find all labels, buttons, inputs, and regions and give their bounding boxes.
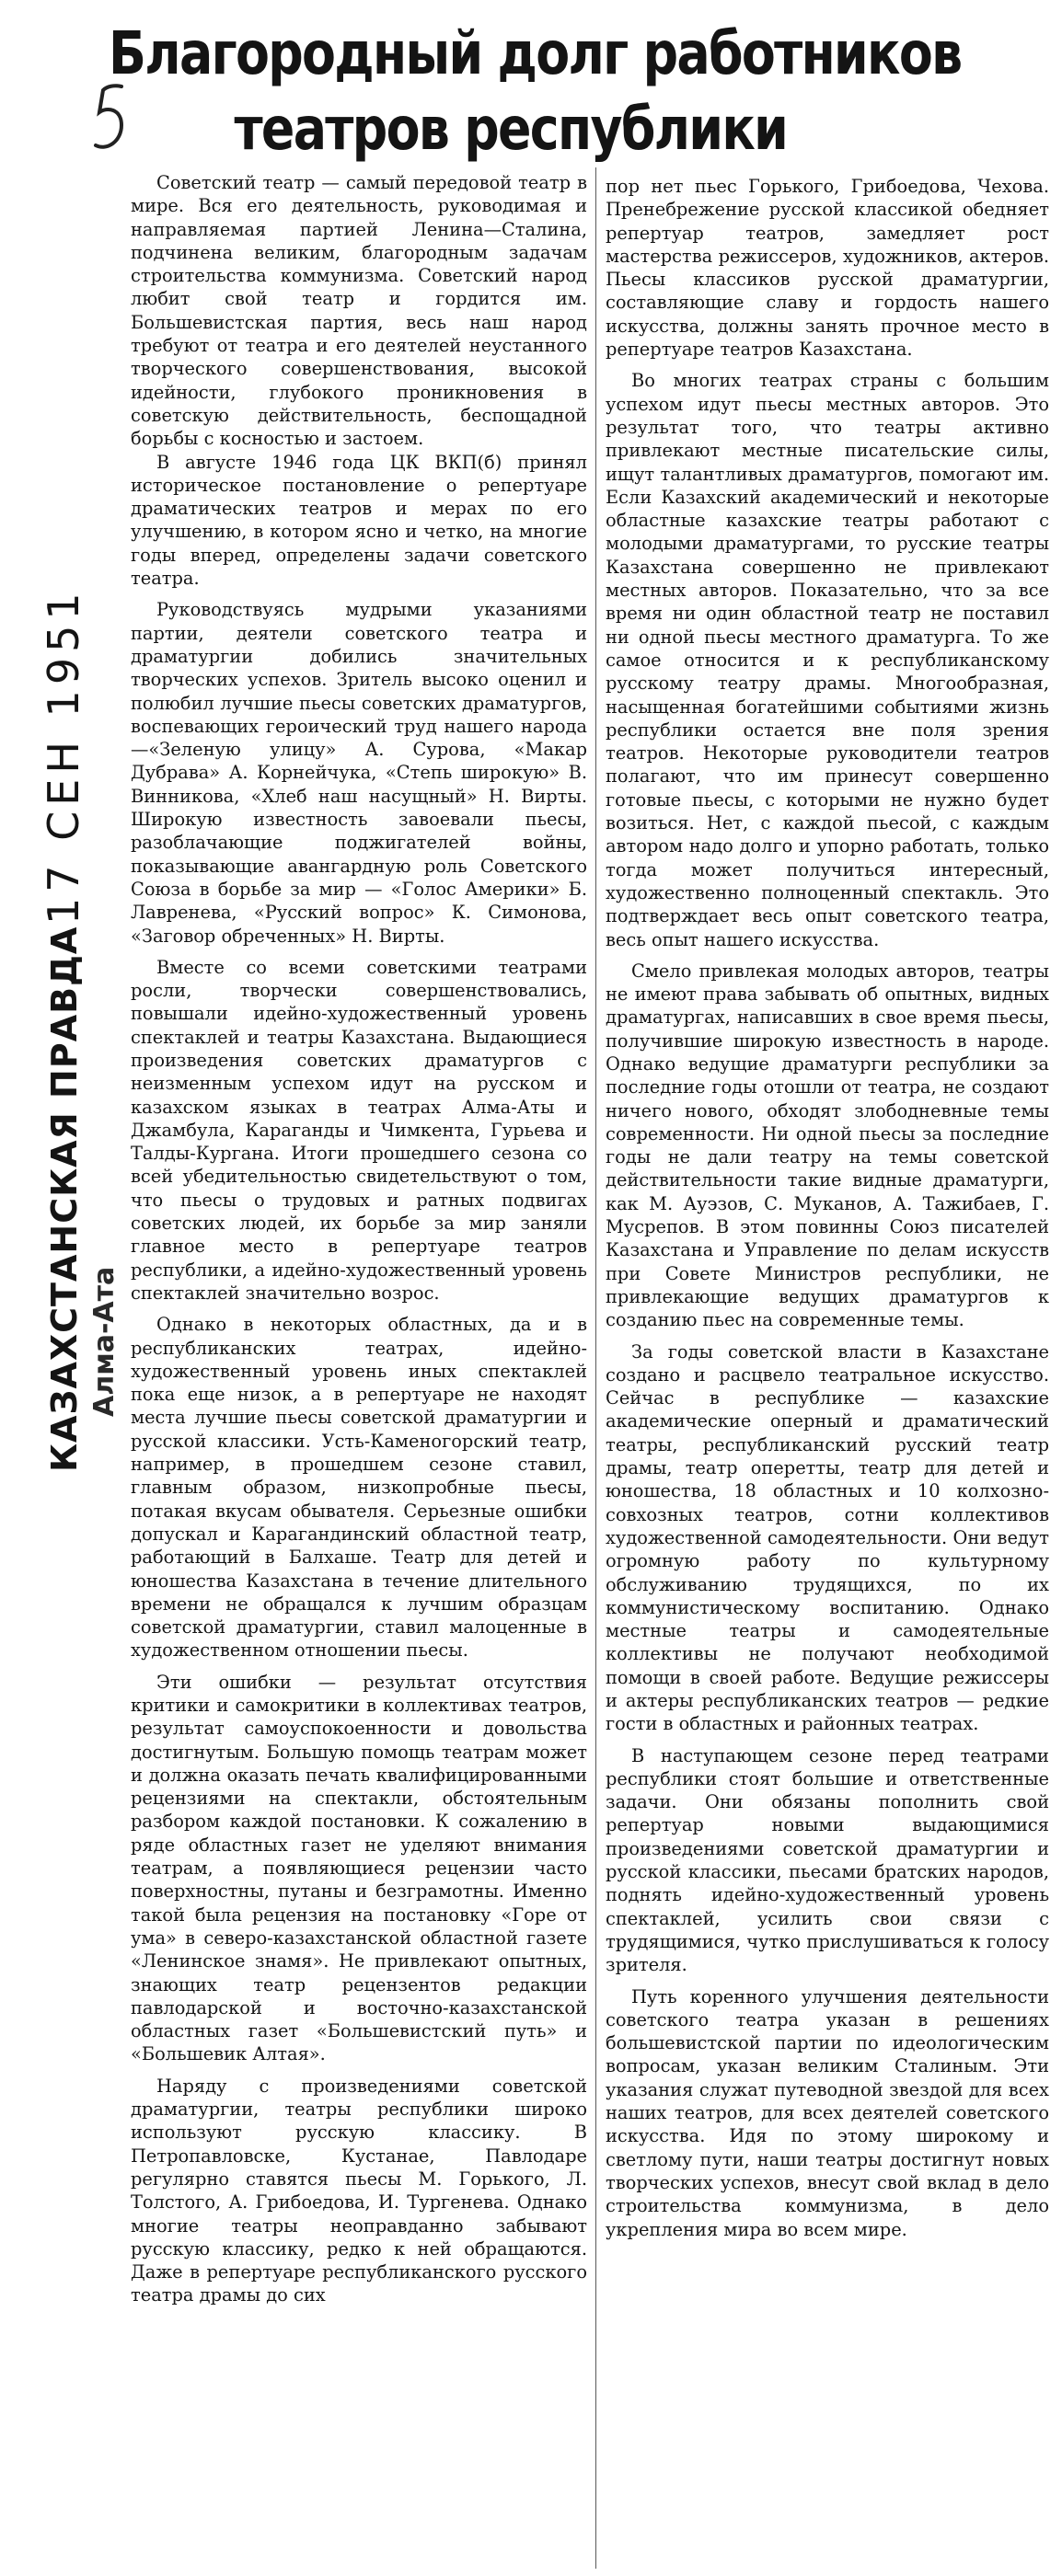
paragraph: Вместе со всеми советскими театрами росли, творчески совершенствовались, повышали идейно-художественный уровень спектаклей и театры Казахстана. Выдающиеся произведения советских драматургов с неизменным успехом идут на русском и казахском языках в театрах Алма-Аты и Джамбула, Караганды и Чимкента, Гурьева и Талды-Кургана. Итоги прошедшего сезона со всей убедительностью свидетельствуют о том, что пьесы о трудовых и ратных подвигах советских людей, их борьбе за мир заняли главное место в репертуаре театров республики, а идейно-художественный уровень спектаклей значительно возрос. <box>131 956 587 1304</box>
city-name: Алма-Ата <box>88 1266 121 1417</box>
handwritten-mark-icon <box>90 81 131 158</box>
column-divider <box>595 167 596 2569</box>
paragraph: Однако в некоторых областных, да и в республиканских театрах, идейно-художественный уровень иных спектаклей пока еще низок, а в репертуаре не находят места лучшие пьесы советской драматургии и русской классики. Усть-Каменогорский театр, например, в прошедшем сезоне ставил, главным образом, низкопробные пьесы, потакая вкусам обывателя. Серьезные ошибки допускал и Карагандинский областной театр, работающий в Балхаше. Театр для детей и юношества Казахстана в течение длительного времени не обращался к лучшим образцам советской драматургии, ставил малоценные в художественном отношении пьесы. <box>131 1314 587 1662</box>
paragraph: Эти ошибки — результат отсутствия критики и самокритики в коллективах театров, результат самоуспокоенности и довольства достигнутым. Большую помощь театрам может и должна оказать печать квалифицированными рецензиями на спектакли, обстоятельным разбором каждой постановки. К сожалению в ряде областных газет не уделяют внимания театрам, а появляющиеся рецензии часто поверхностны, путаны и безграмотны. Именно такой была рецензия на постановку «Горе от ума» в северо-казахстанской областной газете «Ленинское знамя». Не привлекают опытных, знающих театр рецензентов редакции павлодарской и восточно-казахстанской областных газет «Большевистский путь» и «Большевик Алтая». <box>131 1671 587 2065</box>
left-column <box>131 171 587 2307</box>
paragraph: В августе 1946 года ЦК ВКП(б) принял историческое постановление о репертуаре драматических театров и мерах по его улучшению, в котором ясно и четко, на многие годы вперед, определены задачи советского театра. <box>131 451 587 590</box>
paragraph: За годы советской власти в Казахстане создано и расцвело театральное искусство. Сейчас в республике — казахские академические оперный и драматический театры, республиканский русский театр драмы, театр оперетты, театр для детей и юношества, 18 областных и 10 колхозно-совхозных театров, сотни коллективов художественной самодеятельности. Они ведут огромную работу по культурному обслуживанию трудящихся, по их коммунистическому воспитанию. Однако местные театры и самодеятельные коллективы не получают необходимой помощи в своей работе. Ведущие режиссеры и актеры республиканских театров — редкие гости в областных и районных театрах. <box>606 1340 1049 1735</box>
headline-line-2: театров республики <box>234 96 788 164</box>
newspaper-name: КАЗАХСТАНСКАЯ ПРАВДА <box>44 926 85 1472</box>
paragraph: Путь коренного улучшения деятельности советского театра указан в решениях большевистской партии по идеологическим вопросам, указан великим Сталиным. Эти указания служат путеводной звездой для всех наших театров, для всех деятелей советского искусства. Идя по этому широкому и светлому пути, наши театры достигнут новых творческих успехов, внесут свой вклад в дело строительства коммунизма, в дело укрепления мира во всем мире. <box>606 1985 1049 2240</box>
paragraph: Наряду с произведениями советской драматургии, театры республики широко используют русскую классику. В Петропавловске, Кустанае, Павлодаре регулярно ставятся пьесы М. Горького, Л. Толстого, А. Грибоедова, И. Тургенева. Однако многие театры неоправданно забывают русскую классику, редко к ней обращаются. Даже в репертуаре республиканского русского театра драмы до сих <box>131 2075 587 2306</box>
right-column <box>606 175 1049 2241</box>
article-headline <box>109 17 962 167</box>
date-stamp: 17 СЕН 1951 <box>39 587 88 925</box>
paragraph: пор нет пьес Горького, Грибоедова, Чехова. Пренебрежение русской классикой обедняет репертуар театров, замедляет рост мастерства режиссеров, художников, актеров. Пьесы классиков русской драматургии, составляющие славу и гордость нашего искусства, должны занять прочное место в репертуаре театров Казахстана. <box>606 176 1049 361</box>
headline-line-1: Благородный долг работников <box>109 20 962 88</box>
paragraph: Во многих театрах страны с большим успехом идут пьесы местных авторов. Это результат того, что театры активно привлекают местные писательские силы, ищут талантливых драматургов, помогают им. Если Казахский академический и некоторые областные казахские театры работают с молодыми драматургами, то русские театры Казахстана совершенно не привлекают местных авторов. Показательно, что за все время ни один областной театр не поставил ни одной пьесы местного драматурга. То же самое относится и к республиканскому русскому театру драмы. Многообразная, насыщенная богатейшими событиями жизнь республики остается вне поля зрения театров. Некоторые руководители театров полагают, что им принесут совершенно готовые пьесы, с которыми не нужно будет возиться. Нет, с каждой пьесой, с каждым автором надо долго и упорно работать, только тогда может получиться интересный, художественно полноценный спектакль. Это подтверждает весь опыт советского театра, весь опыт нашего искусства. <box>606 370 1049 950</box>
paragraph: Советский театр — самый передовой театр в мире. Вся его деятельность, руководимая и направляемая партией Ленина—Сталина, подчинена великим, благородным задачам строительства коммунизма. Советский народ любит свой театр и гордится им. Большевистская партия, весь наш народ требуют от театра и его деятелей неустанного творческого совершенствования, высокой идейности, глубокого проникновения в советскую действительность, беспощадной борьбы с косностью и застоем. <box>131 172 587 450</box>
paragraph: В наступающем сезоне перед театрами республики стоят большие и ответственные задачи. Они обязаны пополнить свой репертуар новыми выдающимися произведениями советской драматургии и русской классики, пьесами братских народов, поднять идейно-художественный уровень спектаклей, усилить свои связи с трудящимися, чутко прислушиваться к голосу зрителя. <box>606 1744 1049 1976</box>
paragraph: Руководствуясь мудрыми указаниями партии, деятели советского театра и драматургии добились значительных творческих успехов. Зритель высоко оценил и полюбил лучшие пьесы советских драматургов, воспевающих героический труд нашего народа—«Зеленую улицу» А. Сурова, «Макар Дубрава» А. Корнейчука, «Степь широкую» В. Винникова, «Хлеб наш насущный» Н. Вирты. Широкую известность завоевали пьесы, разоблачающие поджигателей войны, показывающие авангардную роль Советского Союза в борьбе за мир — «Голос Америки» Б. Лавренева, «Русский вопрос» К. Симонова, «Заговор обреченных» Н. Вирты. <box>131 599 587 947</box>
paragraph: Смело привлекая молодых авторов, театры не имеют права забывать об опытных, видных драматургах, написавших в свое время пьесы, получившие широкую известность в народе. Однако ведущие драматурги республики за последние годы отошли от театра, не создают ничего нового, обходят злободневные темы современности. Ни одной пьесы за последние годы не дали театру на темы советской действительности такие видные драматурги, как М. Ауэзов, С. Муканов, А. Тажибаев, Г. Мусрепов. В этом повинны Союз писателей Казахстана и Управление по делам искусств при Совете Министров республики, не привлекающие ведущих драматургов к созданию пьес на современные темы. <box>606 960 1049 1331</box>
